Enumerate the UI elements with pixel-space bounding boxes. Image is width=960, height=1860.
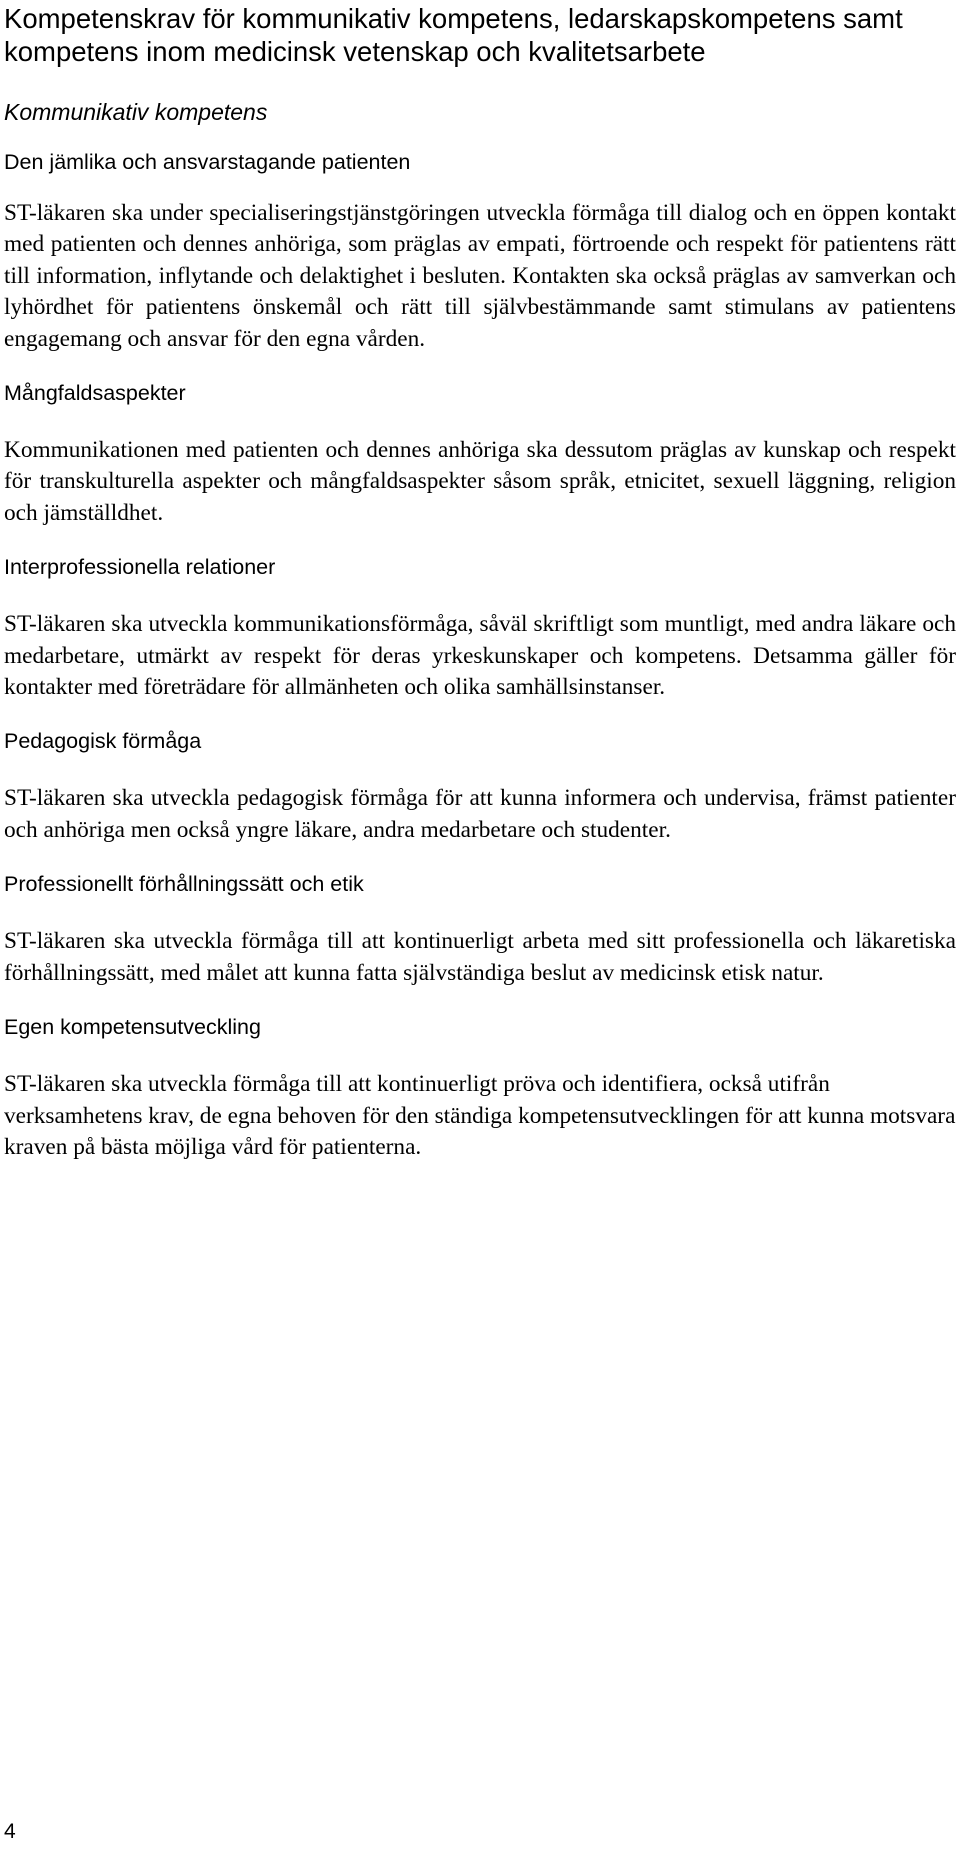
section-text-mangfaldsaspekter: Kommunikationen med patienten och dennes anhöriga ska dessutom präglas av kunskap och respekt för transkulturella aspekter och mångfaldsaspekter såsom språk, etnicitet, sexuell läggning, religion och jämställdhet. (4, 437, 956, 526)
document-page (4, 2, 956, 1163)
section-text-jamlika-patienten: ST-läkaren ska under specialiseringstjänstgöringen utveckla förmåga till dialog och en öppen kontakt med patienten och dennes anhöriga, som präglas av empati, förtroende och respekt för patientens rätt till information, inflytande och delaktighet i besluten. Kontakten ska också präglas av samverkan och lyhördhet för patientens önskemål och rätt till självbestämmande samt stimulans av patientens engagemang och ansvar för den egna vården. (4, 200, 956, 352)
section-heading-egen-kompetensutveckling: Egen kompetensutveckling (4, 1015, 261, 1040)
section-text-professionellt-forhallningssatt: ST-läkaren ska utveckla förmåga till att kontinuerligt arbeta med sitt professionella och läkaretiska förhållningssätt, med målet att kunna fatta självständiga beslut av medicinsk etisk natur. (4, 928, 956, 986)
section-text-pedagogisk-formaga: ST-läkaren ska utveckla pedagogisk förmåga för att kunna informera och undervisa, främst patienter och anhöriga men också yngre läkare, andra medarbetare och studenter. (4, 785, 956, 843)
section-heading-jamlika-patienten: Den jämlika och ansvarstagande patienten (4, 150, 411, 174)
page-number: 4 (4, 1820, 16, 1843)
section-heading-mangfaldsaspekter: Mångfaldsaspekter (4, 381, 186, 406)
section-heading-pedagogisk-formaga: Pedagogisk förmåga (4, 729, 202, 754)
section-text-interprofessionella-relationer: ST-läkaren ska utveckla kommunikationsförmåga, såväl skriftligt som muntligt, med andra läkare och medarbetare, utmärkt av respekt för deras yrkeskunskaper och kompetens. Detsamma gäller för kontakter med företrädare för allmänheten och olika samhällsinstanser. (4, 611, 956, 701)
document-title: Kompetenskrav för kommunikativ kompetens, ledarskapskompetens samt kompetens inom medicinsk vetenskap och kvalitetsarbete (4, 3, 903, 67)
section-text-egen-kompetensutveckling: ST-läkaren ska utveckla förmåga till att kontinuerligt pröva och identifiera, också utifrån verksamhetens krav, de egna behoven för den ständiga kompetensutvecklingen för att kunna motsvara kraven på bästa möjliga vård för patienterna. (4, 1071, 956, 1160)
section-heading-professionellt-forhallningssatt: Professionellt förhållningssätt och etik (4, 872, 364, 897)
section-heading-interprofessionella-relationer: Interprofessionella relationer (4, 555, 276, 580)
section-subtitle: Kommunikativ kompetens (4, 99, 268, 125)
